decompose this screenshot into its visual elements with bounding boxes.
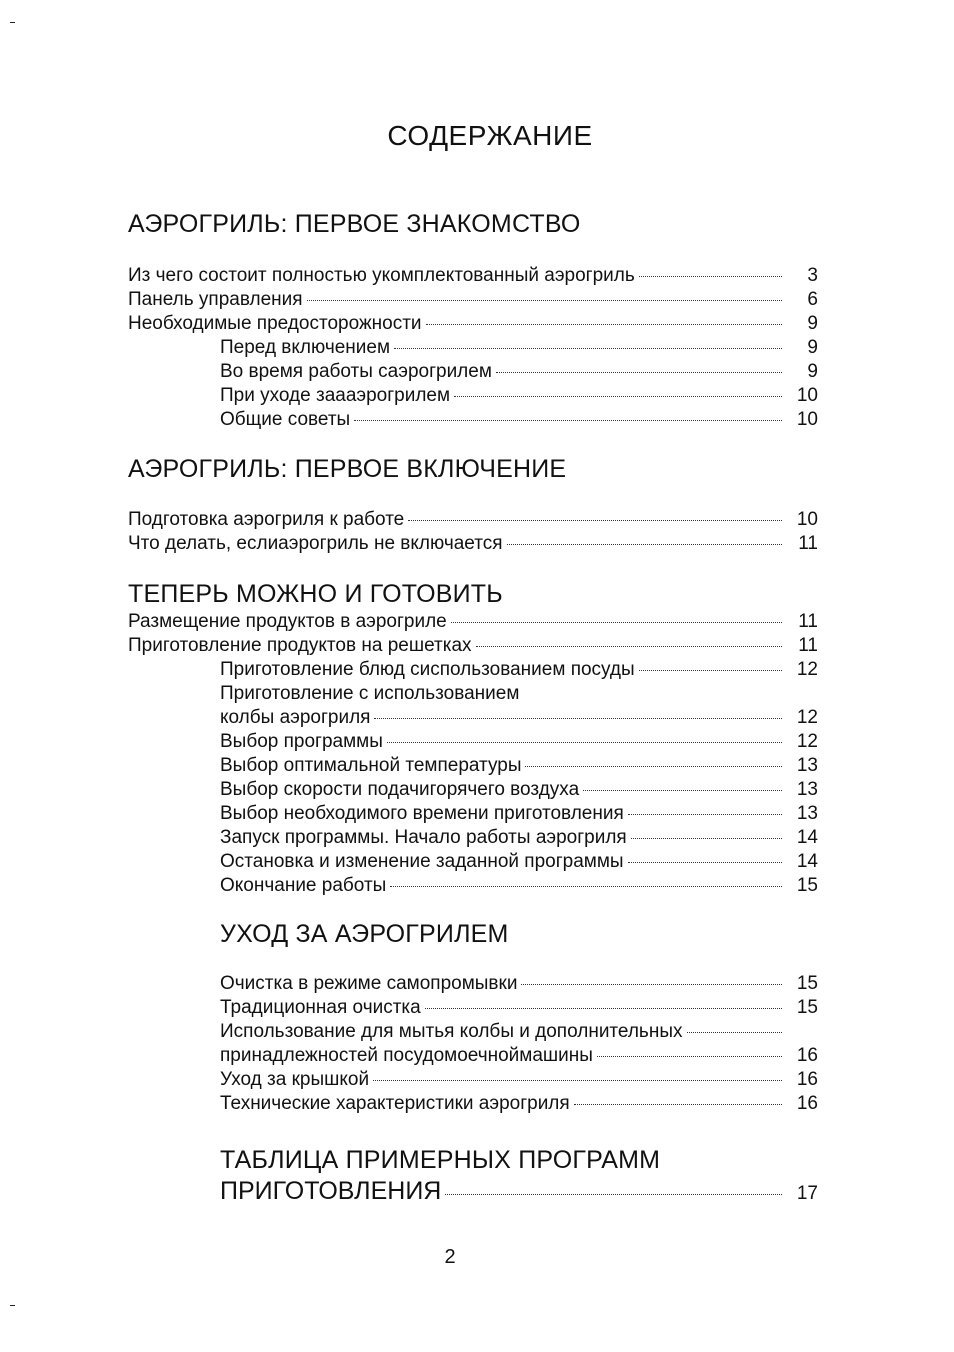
toc-entry-page: 11 bbox=[798, 611, 818, 632]
toc-entry[interactable] bbox=[128, 288, 818, 312]
toc-entry[interactable] bbox=[128, 532, 818, 556]
toc-entry[interactable] bbox=[220, 778, 818, 802]
toc-entry-label: Остановка и изменение заданной программы bbox=[220, 851, 624, 872]
toc-entry-page: 13 bbox=[796, 779, 818, 800]
toc-entry-page: 9 bbox=[807, 313, 818, 334]
toc-entry-page: 12 bbox=[796, 707, 818, 728]
toc-entry[interactable] bbox=[220, 706, 818, 730]
leader-dots bbox=[496, 372, 782, 373]
toc-entry[interactable] bbox=[220, 754, 818, 778]
toc-entry-label: Приготовление продуктов на решетках bbox=[128, 635, 472, 656]
section-heading: УХОД ЗА АЭРОГРИЛЕМ bbox=[220, 920, 509, 948]
toc-entry-label: При уходе заааэрогрилем bbox=[220, 385, 451, 406]
toc-entry-page: 17 bbox=[796, 1183, 818, 1204]
leader-dots bbox=[454, 396, 782, 397]
toc-entry[interactable] bbox=[128, 264, 818, 288]
toc-entry-label: Выбор оптимальной температуры bbox=[220, 755, 522, 776]
toc-entry-page: 14 bbox=[796, 851, 818, 872]
leader-dots bbox=[687, 1032, 783, 1033]
toc-entry-label: Приготовление с использованием bbox=[220, 683, 520, 704]
leader-dots bbox=[307, 300, 782, 301]
toc-entry[interactable] bbox=[220, 1020, 818, 1044]
toc-entry-label: Традиционная очистка bbox=[220, 997, 421, 1018]
toc-entry[interactable] bbox=[220, 408, 818, 432]
toc-entry[interactable] bbox=[220, 682, 818, 706]
toc-entry[interactable] bbox=[220, 1092, 818, 1116]
toc-entry[interactable] bbox=[220, 826, 818, 850]
leader-dots bbox=[574, 1104, 782, 1105]
leader-dots bbox=[631, 838, 782, 839]
leader-dots bbox=[394, 348, 782, 349]
toc-entry-page: 10 bbox=[796, 409, 818, 430]
toc-entry-page: 12 bbox=[796, 659, 818, 680]
toc-entry-page: 14 bbox=[796, 827, 818, 848]
leader-dots bbox=[507, 544, 782, 545]
toc-entry[interactable] bbox=[220, 1044, 818, 1068]
toc-entry-label: Выбор скорости подачигорячего воздуха bbox=[220, 779, 580, 800]
toc-entry-page: 9 bbox=[807, 361, 818, 382]
toc-entry[interactable] bbox=[220, 336, 818, 360]
leader-dots bbox=[387, 742, 782, 743]
toc-entry-page: 3 bbox=[807, 265, 818, 286]
toc-entry-label: Выбор необходимого времени приготовления bbox=[220, 803, 624, 824]
leader-dots bbox=[628, 862, 782, 863]
toc-entry-label: Из чего состоит полностью укомплектованный аэрогриль bbox=[128, 265, 635, 286]
leader-dots bbox=[583, 790, 782, 791]
toc-entry-page: 15 bbox=[796, 875, 818, 896]
toc-entry[interactable] bbox=[128, 610, 818, 634]
section-heading: ТЕПЕРЬ МОЖНО И ГОТОВИТЬ bbox=[128, 580, 503, 608]
toc-entry[interactable] bbox=[220, 996, 818, 1020]
leader-dots bbox=[451, 622, 782, 623]
toc-entry[interactable] bbox=[128, 312, 818, 336]
toc-entry-label: Запуск программы. Начало работы аэрогриля bbox=[220, 827, 627, 848]
leader-dots bbox=[628, 814, 782, 815]
leader-dots bbox=[374, 718, 782, 719]
toc-entry-page: 9 bbox=[807, 337, 818, 358]
section-heading: АЭРОГРИЛЬ: ПЕРВОЕ ЗНАКОМСТВО bbox=[128, 210, 581, 238]
leader-dots bbox=[373, 1080, 782, 1081]
leader-dots bbox=[639, 670, 782, 671]
toc-entry-page: 12 bbox=[796, 731, 818, 752]
toc-entry[interactable] bbox=[128, 508, 818, 532]
leader-dots bbox=[426, 324, 782, 325]
toc-entry-label: Очистка в режиме самопромывки bbox=[220, 973, 518, 994]
toc-entry-page: 10 bbox=[796, 509, 818, 530]
toc-entry-label: Перед включением bbox=[220, 337, 391, 358]
toc-entry-label: принадлежностей посудомоечноймашины bbox=[220, 1045, 593, 1066]
toc-entry-page: 16 bbox=[796, 1069, 818, 1090]
toc-entry-label: Выбор программы bbox=[220, 731, 383, 752]
toc-entry[interactable] bbox=[128, 634, 818, 658]
leader-dots bbox=[445, 1194, 782, 1195]
toc-entry-label: ПРИГОТОВЛЕНИЯ bbox=[220, 1177, 442, 1205]
toc-entry[interactable] bbox=[220, 802, 818, 826]
toc-entry[interactable] bbox=[220, 730, 818, 754]
toc-entry-page: 6 bbox=[807, 289, 818, 310]
page-title: СОДЕРЖАНИЕ bbox=[387, 120, 593, 151]
toc-entry[interactable] bbox=[220, 360, 818, 384]
toc-entry[interactable] bbox=[220, 972, 818, 996]
toc-entry-label: Окончание работы bbox=[220, 875, 387, 896]
leader-dots bbox=[408, 520, 782, 521]
toc-entry-label: Что делать, еслиаэрогриль не включается bbox=[128, 533, 503, 554]
leader-dots bbox=[390, 886, 782, 887]
crop-mark-top bbox=[10, 22, 15, 23]
toc-entry-page: 16 bbox=[796, 1093, 818, 1114]
leader-dots bbox=[597, 1056, 782, 1057]
toc-entry-label: Использование для мытья колбы и дополнительных bbox=[220, 1021, 683, 1042]
toc-entry[interactable] bbox=[220, 658, 818, 682]
crop-mark-bottom bbox=[10, 1305, 15, 1306]
toc-entry-label: колбы аэрогриля bbox=[220, 707, 371, 728]
toc-entry-label: Размещение продуктов в аэрогриле bbox=[128, 611, 447, 632]
leader-dots bbox=[525, 766, 782, 767]
toc-entry-page: 15 bbox=[796, 997, 818, 1018]
toc-entry-label: Необходимые предосторожности bbox=[128, 313, 422, 334]
leader-dots bbox=[425, 1008, 782, 1009]
leader-dots bbox=[521, 984, 782, 985]
leader-dots bbox=[639, 276, 782, 277]
leader-dots bbox=[354, 420, 782, 421]
toc-entry-label: Панель управления bbox=[128, 289, 303, 310]
toc-entry[interactable] bbox=[220, 1068, 818, 1092]
toc-entry[interactable] bbox=[220, 850, 818, 874]
toc-entry-label: Приготовление блюд сиспользованием посуды bbox=[220, 659, 635, 680]
section-heading: АЭРОГРИЛЬ: ПЕРВОЕ ВКЛЮЧЕНИЕ bbox=[128, 455, 567, 483]
toc-entry-page: 11 bbox=[798, 533, 818, 554]
toc-entry-page: 15 bbox=[796, 973, 818, 994]
toc-entry-label: Подготовка аэрогриля к работе bbox=[128, 509, 405, 530]
toc-entry[interactable] bbox=[220, 384, 818, 408]
toc-entry[interactable] bbox=[220, 874, 818, 898]
toc-entry-label: Во время работы саэрогрилем bbox=[220, 361, 492, 382]
toc-entry-label: Уход за крышкой bbox=[220, 1069, 370, 1090]
toc-entry-page: 11 bbox=[798, 635, 818, 656]
toc-entry[interactable] bbox=[220, 1176, 818, 1206]
toc-entry-page: 13 bbox=[796, 803, 818, 824]
toc-entry-page: 13 bbox=[796, 755, 818, 776]
leader-dots bbox=[476, 646, 782, 647]
page-number: 2 bbox=[444, 1246, 456, 1268]
toc-entry-page: 16 bbox=[796, 1045, 818, 1066]
toc-entry-page: 10 bbox=[796, 385, 818, 406]
section-heading: ТАБЛИЦА ПРИМЕРНЫХ ПРОГРАММ bbox=[220, 1146, 661, 1174]
toc-entry-label: Общие советы bbox=[220, 409, 351, 430]
toc-entry-label: Технические характеристики аэрогриля bbox=[220, 1093, 570, 1114]
